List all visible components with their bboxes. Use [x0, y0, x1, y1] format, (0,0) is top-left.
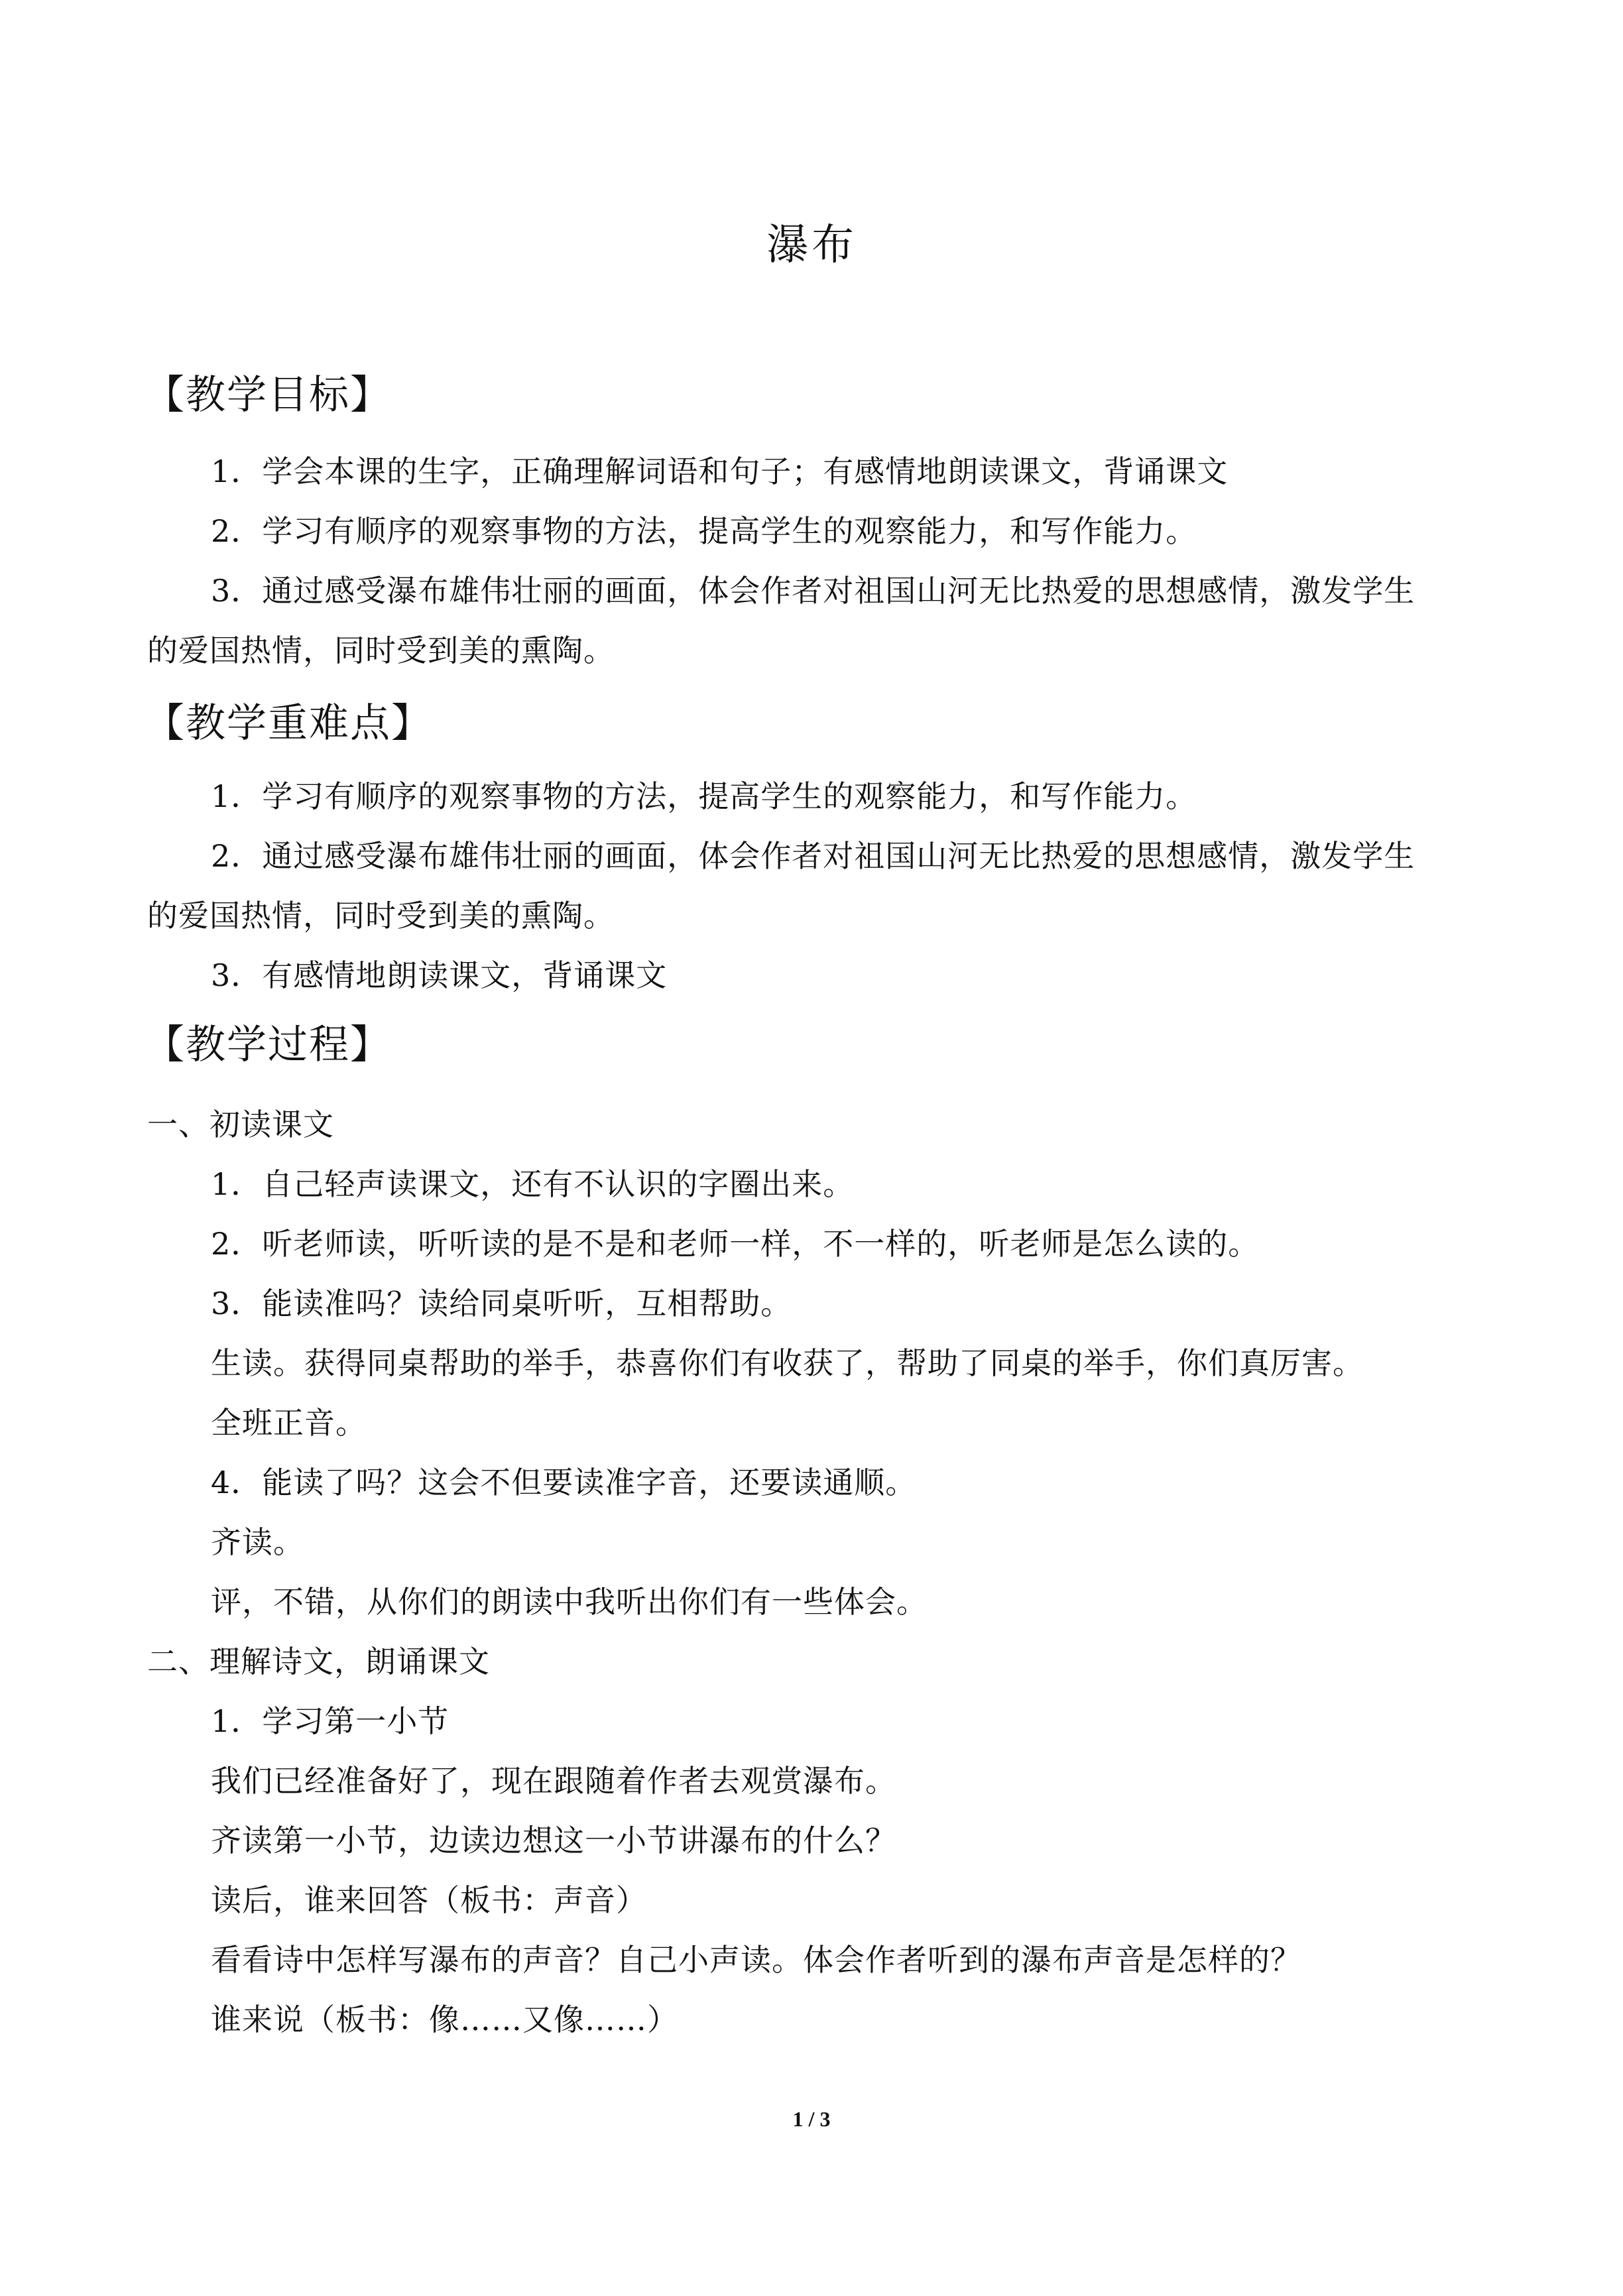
- objective-item: 1．学会本课的生字，正确理解词语和句子；有感情地朗读课文，背诵课文: [211, 453, 1229, 489]
- process-item: 1．自己轻声读课文，还有不认识的字圈出来。: [211, 1166, 855, 1202]
- process-item: 齐读第一小节，边读边想这一小节讲瀑布的什么？: [211, 1823, 896, 1858]
- objective-item: 2．学习有顺序的观察事物的方法，提高学生的观察能力，和写作能力。: [211, 513, 1197, 549]
- page-number: 1 / 3: [792, 2107, 831, 2131]
- key-point-item: 1．学习有顺序的观察事物的方法，提高学生的观察能力，和写作能力。: [211, 778, 1197, 814]
- key-point-item: 3．有感情地朗读课文，背诵课文: [211, 957, 668, 993]
- process-item: 读后，谁来回答（板书：声音）: [211, 1882, 647, 1918]
- process-item: 1．学习第一小节: [211, 1703, 450, 1739]
- section-heading-process: 【教学过程】: [145, 1022, 391, 1068]
- section-heading-objectives: 【教学目标】: [145, 372, 391, 418]
- key-point-item: 2．通过感受瀑布雄伟壮丽的画面，体会作者对祖国山河无比热爱的思想感情，激发学生: [211, 838, 1415, 874]
- objective-item-continuation: 的爱国热情，同时受到美的熏陶。: [147, 633, 615, 668]
- process-item: 看看诗中怎样写瀑布的声音？自己小声读。体会作者听到的瀑布声音是怎样的？: [211, 1942, 1301, 1978]
- objective-item: 3．通过感受瀑布雄伟壮丽的画面，体会作者对祖国山河无比热爱的思想感情，激发学生: [211, 573, 1415, 609]
- process-item: 3．能读准吗？读给同桌听听，互相帮助。: [211, 1286, 792, 1321]
- process-item: 4．能读了吗？这会不但要读准字音，还要读通顺。: [211, 1465, 917, 1500]
- process-item: 全班正音。: [211, 1405, 367, 1441]
- process-part-title: 二、理解诗文，朗诵课文: [147, 1644, 490, 1679]
- page-title: 瀑布: [766, 221, 857, 270]
- process-item: 齐读。: [211, 1524, 304, 1560]
- process-item: 评，不错，从你们的朗读中我听出你们有一些体会。: [211, 1584, 928, 1620]
- process-item: 生读。获得同桌帮助的举手，恭喜你们有收获了，帮助了同桌的举手，你们真厉害。: [211, 1345, 1364, 1381]
- process-item: 我们已经准备好了，现在跟随着作者去观赏瀑布。: [211, 1763, 896, 1799]
- key-point-item-continuation: 的爱国热情，同时受到美的熏陶。: [147, 898, 615, 934]
- process-item: 谁来说（板书：像……又像……）: [211, 2002, 678, 2037]
- section-heading-key-points: 【教学重难点】: [145, 700, 432, 747]
- process-item: 2．听老师读，听听读的是不是和老师一样，不一样的，听老师是怎么读的。: [211, 1226, 1260, 1262]
- process-part-title: 一、初读课文: [147, 1107, 334, 1142]
